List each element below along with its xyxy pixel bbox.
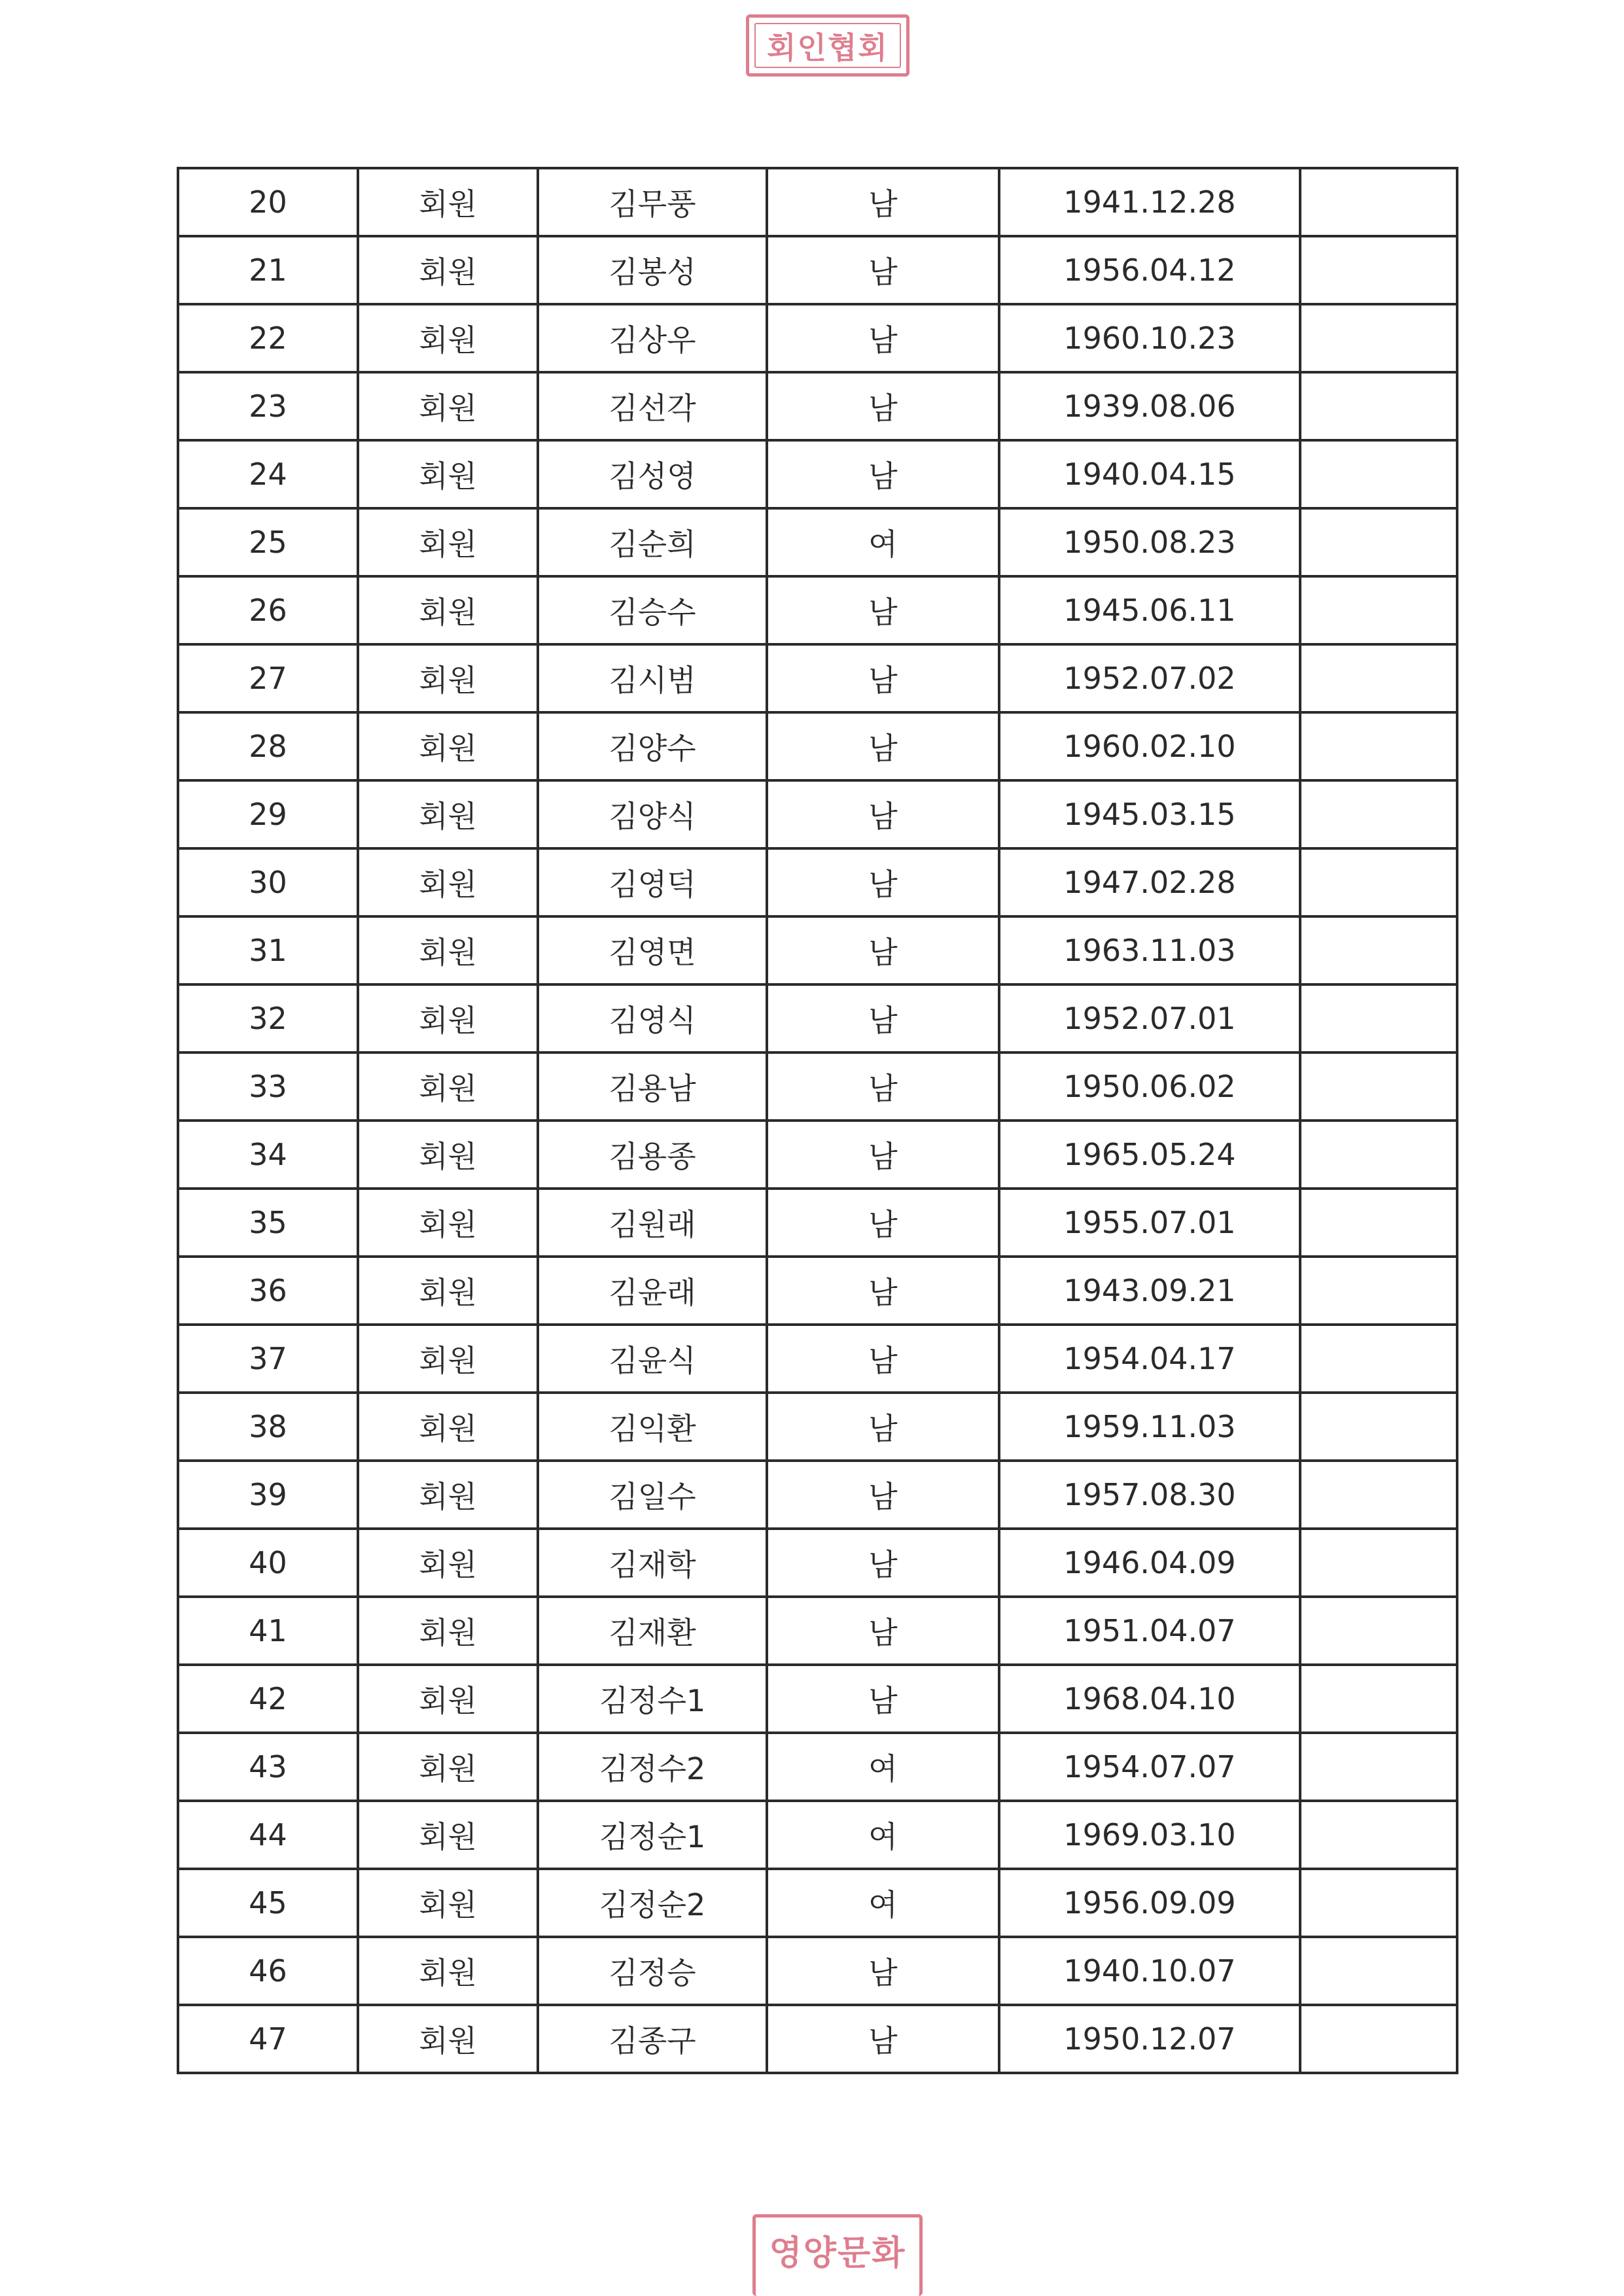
row-number-cell: 26 (178, 576, 358, 644)
table-row (178, 372, 1457, 440)
row-number-cell: 33 (178, 1052, 358, 1121)
member-sex-cell: 남 (767, 576, 999, 644)
row-number-cell: 45 (178, 1869, 358, 1937)
birth-date-cell: 1956.09.09 (999, 1869, 1300, 1937)
row-number-cell: 38 (178, 1393, 358, 1461)
member-name-cell: 김성영 (538, 440, 767, 508)
seal-top-text: 회인협회 (767, 29, 889, 65)
birth-date-cell: 1954.04.17 (999, 1325, 1300, 1393)
note-cell (1300, 1937, 1457, 2005)
note-cell (1300, 508, 1457, 576)
member-sex-cell: 남 (767, 440, 999, 508)
birth-date-cell: 1939.08.06 (999, 372, 1300, 440)
row-number-cell: 42 (178, 1665, 358, 1733)
member-role-cell: 회원 (358, 1869, 538, 1937)
row-number-cell: 25 (178, 508, 358, 576)
note-cell (1300, 1597, 1457, 1665)
birth-date-cell: 1947.02.28 (999, 848, 1300, 916)
member-name-cell: 김시범 (538, 644, 767, 712)
row-number-cell: 36 (178, 1257, 358, 1325)
member-role-cell: 회원 (358, 440, 538, 508)
member-name-cell: 김정수2 (538, 1733, 767, 1801)
member-sex-cell: 여 (767, 1869, 999, 1937)
note-cell (1300, 1325, 1457, 1393)
note-cell (1300, 712, 1457, 780)
member-name-cell: 김승수 (538, 576, 767, 644)
birth-date-cell: 1960.10.23 (999, 304, 1300, 372)
note-cell (1300, 848, 1457, 916)
table-row (178, 780, 1457, 848)
member-name-cell: 김익환 (538, 1393, 767, 1461)
row-number-cell: 23 (178, 372, 358, 440)
birth-date-cell: 1952.07.01 (999, 984, 1300, 1052)
member-sex-cell: 남 (767, 304, 999, 372)
member-role-cell: 회원 (358, 1801, 538, 1869)
birth-date-cell: 1950.12.07 (999, 2005, 1300, 2073)
row-number-cell: 29 (178, 780, 358, 848)
table-row (178, 440, 1457, 508)
row-number-cell: 41 (178, 1597, 358, 1665)
member-sex-cell: 남 (767, 1937, 999, 2005)
member-name-cell: 김정순2 (538, 1869, 767, 1937)
member-roster-body (178, 168, 1457, 2073)
row-number-cell: 28 (178, 712, 358, 780)
birth-date-cell: 1957.08.30 (999, 1461, 1300, 1529)
birth-date-cell: 1945.03.15 (999, 780, 1300, 848)
table-row (178, 236, 1457, 304)
seal-bottom-text: 영양문화 (769, 2233, 906, 2273)
member-name-cell: 김양식 (538, 780, 767, 848)
note-cell (1300, 1733, 1457, 1801)
note-cell (1300, 1461, 1457, 1529)
member-name-cell: 김정수1 (538, 1665, 767, 1733)
table-row (178, 304, 1457, 372)
note-cell (1300, 372, 1457, 440)
note-cell (1300, 1665, 1457, 1733)
member-role-cell: 회원 (358, 1529, 538, 1597)
member-sex-cell: 남 (767, 1597, 999, 1665)
note-cell (1300, 780, 1457, 848)
member-sex-cell: 여 (767, 1801, 999, 1869)
member-sex-cell: 남 (767, 1121, 999, 1189)
member-name-cell: 김영덕 (538, 848, 767, 916)
row-number-cell: 43 (178, 1733, 358, 1801)
birth-date-cell: 1954.07.07 (999, 1733, 1300, 1801)
member-sex-cell: 남 (767, 984, 999, 1052)
member-sex-cell: 남 (767, 1257, 999, 1325)
member-role-cell: 회원 (358, 1665, 538, 1733)
member-sex-cell: 남 (767, 1529, 999, 1597)
table-row (178, 1869, 1457, 1937)
row-number-cell: 35 (178, 1189, 358, 1257)
table-row (178, 1257, 1457, 1325)
table-row (178, 712, 1457, 780)
table-row (178, 984, 1457, 1052)
member-role-cell: 회원 (358, 1597, 538, 1665)
member-sex-cell: 남 (767, 372, 999, 440)
note-cell (1300, 2005, 1457, 2073)
member-name-cell: 김원래 (538, 1189, 767, 1257)
note-cell (1300, 168, 1457, 236)
table-row (178, 916, 1457, 984)
note-cell (1300, 1121, 1457, 1189)
table-row (178, 848, 1457, 916)
birth-date-cell: 1968.04.10 (999, 1665, 1300, 1733)
birth-date-cell: 1950.06.02 (999, 1052, 1300, 1121)
note-cell (1300, 576, 1457, 644)
member-sex-cell: 남 (767, 168, 999, 236)
table-row (178, 2005, 1457, 2073)
row-number-cell: 22 (178, 304, 358, 372)
table-row (178, 1733, 1457, 1801)
member-roster-table (177, 167, 1458, 2074)
member-sex-cell: 남 (767, 916, 999, 984)
note-cell (1300, 236, 1457, 304)
member-role-cell: 회원 (358, 372, 538, 440)
row-number-cell: 30 (178, 848, 358, 916)
member-sex-cell: 여 (767, 508, 999, 576)
row-number-cell: 21 (178, 236, 358, 304)
member-role-cell: 회원 (358, 984, 538, 1052)
member-name-cell: 김순희 (538, 508, 767, 576)
member-role-cell: 회원 (358, 1052, 538, 1121)
table-row (178, 1937, 1457, 2005)
member-name-cell: 김무풍 (538, 168, 767, 236)
member-name-cell: 김용종 (538, 1121, 767, 1189)
row-number-cell: 24 (178, 440, 358, 508)
member-sex-cell: 남 (767, 1325, 999, 1393)
birth-date-cell: 1960.02.10 (999, 712, 1300, 780)
table-row (178, 1052, 1457, 1121)
member-role-cell: 회원 (358, 848, 538, 916)
member-sex-cell: 남 (767, 2005, 999, 2073)
birth-date-cell: 1941.12.28 (999, 168, 1300, 236)
table-row (178, 576, 1457, 644)
row-number-cell: 39 (178, 1461, 358, 1529)
row-number-cell: 34 (178, 1121, 358, 1189)
member-role-cell: 회원 (358, 712, 538, 780)
table-row (178, 1121, 1457, 1189)
member-name-cell: 김봉성 (538, 236, 767, 304)
birth-date-cell: 1963.11.03 (999, 916, 1300, 984)
member-role-cell: 회원 (358, 1733, 538, 1801)
member-role-cell: 회원 (358, 916, 538, 984)
birth-date-cell: 1943.09.21 (999, 1257, 1300, 1325)
table-row (178, 1461, 1457, 1529)
member-role-cell: 회원 (358, 1121, 538, 1189)
birth-date-cell: 1940.10.07 (999, 1937, 1300, 2005)
member-role-cell: 회원 (358, 1937, 538, 2005)
row-number-cell: 31 (178, 916, 358, 984)
note-cell (1300, 1052, 1457, 1121)
member-sex-cell: 남 (767, 1665, 999, 1733)
birth-date-cell: 1969.03.10 (999, 1801, 1300, 1869)
row-number-cell: 47 (178, 2005, 358, 2073)
note-cell (1300, 440, 1457, 508)
member-sex-cell: 남 (767, 780, 999, 848)
member-name-cell: 김상우 (538, 304, 767, 372)
member-sex-cell: 남 (767, 644, 999, 712)
member-role-cell: 회원 (358, 1461, 538, 1529)
row-number-cell: 46 (178, 1937, 358, 2005)
member-role-cell: 회원 (358, 508, 538, 576)
member-name-cell: 김정순1 (538, 1801, 767, 1869)
member-name-cell: 김영면 (538, 916, 767, 984)
member-role-cell: 회원 (358, 644, 538, 712)
member-sex-cell: 남 (767, 1052, 999, 1121)
birth-date-cell: 1965.05.24 (999, 1121, 1300, 1189)
note-cell (1300, 1393, 1457, 1461)
table-row (178, 1665, 1457, 1733)
birth-date-cell: 1945.06.11 (999, 576, 1300, 644)
member-name-cell: 김재환 (538, 1597, 767, 1665)
member-name-cell: 김정승 (538, 1937, 767, 2005)
member-name-cell: 김윤래 (538, 1257, 767, 1325)
table-row (178, 1393, 1457, 1461)
member-name-cell: 김용남 (538, 1052, 767, 1121)
member-sex-cell: 남 (767, 1461, 999, 1529)
member-name-cell: 김종구 (538, 2005, 767, 2073)
row-number-cell: 44 (178, 1801, 358, 1869)
member-name-cell: 김윤식 (538, 1325, 767, 1393)
birth-date-cell: 1940.04.15 (999, 440, 1300, 508)
note-cell (1300, 1257, 1457, 1325)
member-sex-cell: 남 (767, 1393, 999, 1461)
member-sex-cell: 남 (767, 712, 999, 780)
note-cell (1300, 1801, 1457, 1869)
row-number-cell: 32 (178, 984, 358, 1052)
member-name-cell: 김재학 (538, 1529, 767, 1597)
table-row (178, 168, 1457, 236)
seal-stamp-top (746, 14, 909, 77)
table-row (178, 1325, 1457, 1393)
birth-date-cell: 1956.04.12 (999, 236, 1300, 304)
member-role-cell: 회원 (358, 304, 538, 372)
member-role-cell: 회원 (358, 576, 538, 644)
member-role-cell: 회원 (358, 1325, 538, 1393)
member-sex-cell: 남 (767, 1189, 999, 1257)
note-cell (1300, 304, 1457, 372)
member-name-cell: 김영식 (538, 984, 767, 1052)
note-cell (1300, 1869, 1457, 1937)
row-number-cell: 37 (178, 1325, 358, 1393)
note-cell (1300, 644, 1457, 712)
member-role-cell: 회원 (358, 1189, 538, 1257)
table-row (178, 508, 1457, 576)
table-row (178, 1529, 1457, 1597)
seal-stamp-bottom (752, 2214, 923, 2296)
member-role-cell: 회원 (358, 1257, 538, 1325)
row-number-cell: 40 (178, 1529, 358, 1597)
table-row (178, 1597, 1457, 1665)
member-sex-cell: 남 (767, 236, 999, 304)
row-number-cell: 27 (178, 644, 358, 712)
birth-date-cell: 1955.07.01 (999, 1189, 1300, 1257)
member-role-cell: 회원 (358, 780, 538, 848)
member-role-cell: 회원 (358, 168, 538, 236)
member-name-cell: 김양수 (538, 712, 767, 780)
note-cell (1300, 984, 1457, 1052)
birth-date-cell: 1951.04.07 (999, 1597, 1300, 1665)
table-row (178, 1189, 1457, 1257)
birth-date-cell: 1946.04.09 (999, 1529, 1300, 1597)
note-cell (1300, 916, 1457, 984)
note-cell (1300, 1189, 1457, 1257)
member-name-cell: 김선각 (538, 372, 767, 440)
member-sex-cell: 여 (767, 1733, 999, 1801)
member-role-cell: 회원 (358, 236, 538, 304)
birth-date-cell: 1950.08.23 (999, 508, 1300, 576)
member-role-cell: 회원 (358, 1393, 538, 1461)
note-cell (1300, 1529, 1457, 1597)
birth-date-cell: 1952.07.02 (999, 644, 1300, 712)
row-number-cell: 20 (178, 168, 358, 236)
member-sex-cell: 남 (767, 848, 999, 916)
member-name-cell: 김일수 (538, 1461, 767, 1529)
table-row (178, 644, 1457, 712)
birth-date-cell: 1959.11.03 (999, 1393, 1300, 1461)
table-row (178, 1801, 1457, 1869)
member-role-cell: 회원 (358, 2005, 538, 2073)
